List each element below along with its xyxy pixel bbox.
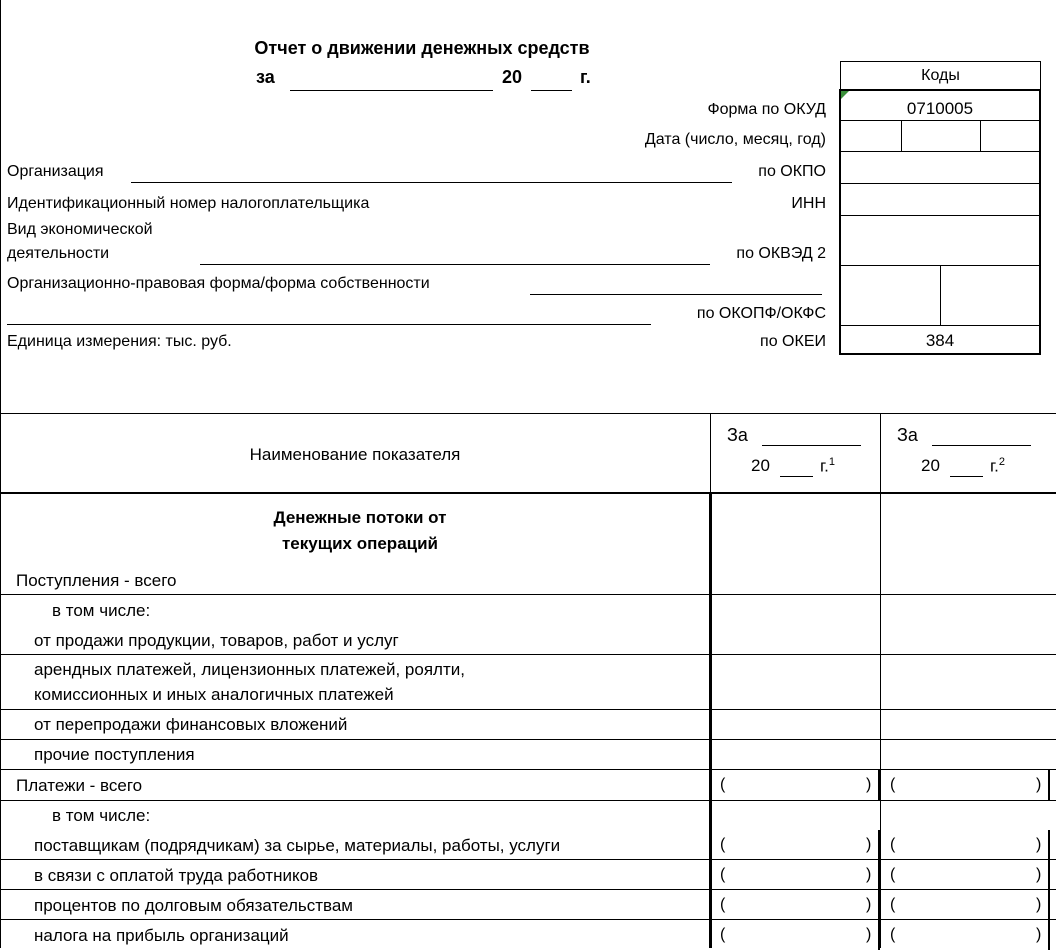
paren-close: ) bbox=[866, 926, 872, 943]
paren-close: ) bbox=[866, 896, 872, 913]
date-label: Дата (число, месяц, год) bbox=[644, 131, 826, 148]
legal-form-label: Организационно-правовая форма/форма собственности bbox=[7, 275, 430, 292]
table-row: в том числе: bbox=[52, 806, 151, 825]
col1-year-field[interactable] bbox=[780, 476, 813, 477]
paren-open: ( bbox=[890, 866, 896, 883]
period-prefix: за bbox=[256, 67, 275, 87]
paren-close: ) bbox=[866, 866, 872, 883]
year-suffix: г. bbox=[580, 67, 591, 87]
col2-year: 20 bbox=[921, 456, 940, 475]
okopf-label: по ОКОПФ/ОКФС bbox=[696, 305, 826, 322]
legal-form-field[interactable] bbox=[530, 294, 822, 295]
okpo-label: по ОКПО bbox=[758, 163, 826, 180]
paren-open: ( bbox=[890, 896, 896, 913]
col2-za: За bbox=[897, 425, 918, 445]
year-field[interactable] bbox=[531, 90, 572, 91]
table-row: Поступления - всего bbox=[16, 571, 177, 590]
activity-label-line2: деятельности bbox=[7, 245, 110, 262]
taxpayer-id-label: Идентификационный номер налогоплательщика bbox=[7, 195, 370, 212]
activity-label-line1: Вид экономической bbox=[7, 221, 153, 238]
cell-comment-marker bbox=[841, 91, 849, 99]
legal-form-field-2[interactable] bbox=[7, 324, 651, 325]
okud-label: Форма по ОКУД bbox=[707, 101, 826, 118]
page-left-border bbox=[0, 0, 1, 948]
table-row: арендных платежей, лицензионных платежей, роялти, bbox=[34, 660, 465, 679]
table-row: прочие поступления bbox=[34, 745, 195, 764]
paren-open: ( bbox=[720, 866, 726, 883]
col1-left-border bbox=[709, 494, 712, 948]
activity-field[interactable] bbox=[200, 264, 710, 265]
period-field[interactable] bbox=[290, 90, 493, 91]
table-row: комиссионных и иных аналогичных платежей bbox=[34, 685, 394, 704]
table-row: Платежи - всего bbox=[16, 776, 143, 795]
paren-open: ( bbox=[720, 776, 726, 793]
table-row: в связи с оплатой труда работников bbox=[34, 866, 319, 885]
year-prefix: 20 bbox=[502, 67, 523, 87]
inn-label: ИНН bbox=[791, 195, 826, 212]
paren-close: ) bbox=[1036, 866, 1042, 883]
paren-open: ( bbox=[720, 836, 726, 853]
okei-label: по ОКЕИ bbox=[760, 333, 826, 350]
table-row: в том числе: bbox=[52, 601, 151, 620]
page-title: Отчет о движении денежных средств bbox=[254, 38, 590, 58]
table-row: налога на прибыль организаций bbox=[34, 926, 289, 945]
paren-open: ( bbox=[720, 926, 726, 943]
codes-header: Коды bbox=[840, 61, 1041, 90]
paren-close: ) bbox=[866, 776, 872, 793]
paren-close: ) bbox=[1036, 896, 1042, 913]
table-row: от продажи продукции, товаров, работ и услуг bbox=[34, 631, 399, 650]
col1-period-field[interactable] bbox=[762, 445, 861, 446]
table-row: от перепродажи финансовых вложений bbox=[34, 715, 348, 734]
col2-period-field[interactable] bbox=[932, 445, 1031, 446]
okei-value[interactable]: 384 bbox=[925, 331, 955, 350]
col1-g: г.$^1$ bbox=[820, 456, 835, 476]
col2-g: г.$^2$ bbox=[990, 456, 1005, 476]
paren-close: ) bbox=[866, 836, 872, 853]
table-row: процентов по долговым обязательствам bbox=[34, 896, 353, 915]
organization-field[interactable] bbox=[131, 182, 732, 183]
paren-close: ) bbox=[1036, 926, 1042, 943]
table-top-border bbox=[0, 413, 1056, 414]
column-name-header: Наименование показателя bbox=[249, 445, 461, 464]
paren-open: ( bbox=[890, 926, 896, 943]
paren-close: ) bbox=[1036, 836, 1042, 853]
section-title-line2: текущих операций bbox=[281, 534, 438, 553]
unit-label: Единица измерения: тыс. руб. bbox=[7, 333, 232, 350]
col2-year-field[interactable] bbox=[950, 476, 983, 477]
col1-year: 20 bbox=[751, 456, 770, 475]
paren-open: ( bbox=[890, 836, 896, 853]
okved-label: по ОКВЭД 2 bbox=[736, 245, 826, 262]
okud-value[interactable]: 0710005 bbox=[906, 99, 974, 118]
paren-close: ) bbox=[1036, 776, 1042, 793]
col1-za: За bbox=[727, 425, 748, 445]
paren-open: ( bbox=[720, 896, 726, 913]
table-row: поставщикам (подрядчикам) за сырье, материалы, работы, услуги bbox=[34, 836, 561, 855]
section-title-line1: Денежные потоки от bbox=[273, 508, 447, 527]
paren-open: ( bbox=[890, 776, 896, 793]
organization-label: Организация bbox=[7, 163, 104, 180]
